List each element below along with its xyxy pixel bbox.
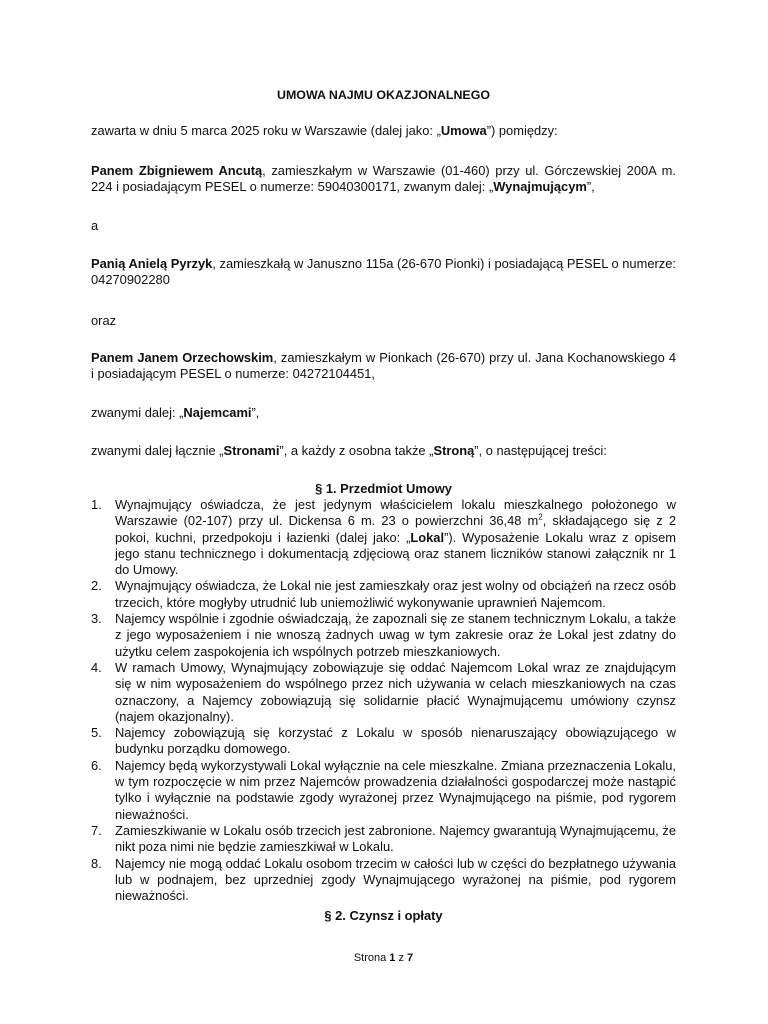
- party1-paragraph: [91, 163, 676, 196]
- parties-definition: [91, 443, 676, 459]
- page-footer: [91, 950, 676, 966]
- footer-label: Strona: [353, 952, 387, 964]
- conjunction-oraz: oraz: [91, 313, 117, 328]
- list-item-text: Wynajmujący oświadcza, że Lokal nie jest zamieszkały oraz jest wolny od obciążeń na rzecz osób trzecich, które mogłyby utrudnić lub uniemożliwić wykonywanie uprawnień Najemcom.: [115, 578, 676, 610]
- parties-def-term2: Stroną: [433, 443, 475, 458]
- section1-heading: § 1. Przedmiot Umowy: [315, 481, 452, 496]
- list-item-text: Najemcy będą wykorzystywali Lokal wyłącznie na cele mieszkalne. Zmiana przeznaczenia Lokalu, w tym rozpoczęcie w nim przez Najemców prowadzenia działalności gospodarczej może nastąpić tylko i wyłącznie na podstawie zgody wyrażonej przez Wynajmującego na piśmie, pod rygorem nieważności.: [115, 757, 676, 822]
- item1-text-before: Wynajmujący oświadcza, że jest jedynym właścicielem lokalu mieszkalnego położonego w Warszawie (02-107) przy ul. Dickensa 6 m. 23 o powierzchni 36,48 m: [115, 497, 676, 529]
- list-item: [91, 660, 676, 725]
- parties-def-before: zwanymi dalej łącznie „: [91, 443, 224, 458]
- list-item: [91, 758, 676, 823]
- party3-paragraph: [91, 350, 676, 383]
- list-item-text: W ramach Umowy, Wynajmujący zobowiązuje się oddać Najemcom Lokal wraz ze znajdującym się w nim wyposażeniem do wspólnego przez nich używania w celach mieszkaniowych na czas oznaczony, a Najemcy zobowiązują się solidarnie płacić Wynajmującemu umówiony czynsz (najem okazjonalny).: [115, 659, 676, 724]
- list-item-number: 7.: [91, 822, 102, 838]
- tenants-definition: [91, 405, 676, 421]
- intro-paragraph: [91, 123, 676, 139]
- list-item-number: 2.: [91, 578, 102, 594]
- parties-def-middle: ”, a każdy z osobna także „: [279, 443, 434, 458]
- intro-defined-term: Umowa: [440, 123, 487, 138]
- tenants-def-term: Najemcami: [183, 405, 252, 420]
- list-item: [91, 823, 676, 856]
- party2-paragraph: [91, 256, 676, 289]
- list-item: [91, 856, 676, 905]
- party3-name: Panem Janem Orzechowskim: [91, 350, 274, 365]
- section2-heading: § 2. Czynsz i opłaty: [324, 908, 443, 923]
- intro-text-before: zawarta w dniu 5 marca 2025 roku w Warszawie (dalej jako: „: [91, 123, 441, 138]
- section1-list: [91, 497, 676, 904]
- list-item-text: Najemcy wspólnie i zgodnie oświadczają, że zapoznali się ze stanem technicznym Lokalu, a także z jego wyposażeniem i nie wnoszą żadnych uwag w tym zakresie oraz że Lokal jest zdatny do użytku celem zaspokojenia ich wspólnych potrzeb mieszkaniowych.: [115, 611, 676, 659]
- party2-details: , zamieszkałą w Januszno 115a (26-670 Pionki) i posiadającą PESEL o numerze: 04270902280: [91, 256, 676, 288]
- tenants-def-after: ”,: [251, 405, 260, 420]
- document-title: UMOWA NAJMU OKAZJONALNEGO: [277, 88, 490, 102]
- list-item-number: 8.: [91, 855, 102, 871]
- conjunction-a: a: [91, 218, 99, 233]
- list-item-number: 1.: [91, 497, 102, 512]
- item1-superscript: 2: [538, 513, 543, 522]
- list-item-text: Najemcy zobowiązują się korzystać z Lokalu w sposób nienaruszający obowiązującego w budynku porządku domowego.: [115, 725, 676, 757]
- list-item-number: 6.: [91, 757, 102, 773]
- document-page: [91, 0, 676, 1024]
- list-item: [91, 611, 676, 660]
- list-item-text: Najemcy nie mogą oddać Lokalu osobom trzecim w całości lub w części do bezpłatnego używania lub w podnajem, bez uprzedniej zgody Wynajmującego wyrażonej na piśmie, pod rygorem nieważności.: [115, 855, 676, 904]
- list-item-number: 3.: [91, 611, 102, 627]
- list-item-number: 5.: [91, 725, 102, 741]
- party3-details: , zamieszkałym w Pionkach (26-670) przy ul. Jana Kochanowskiego 4 i posiadającym PESEL o numerze: 04272104451,: [91, 350, 676, 382]
- list-item-text: Zamieszkiwanie w Lokalu osób trzecich jest zabronione. Najemcy gwarantują Wynajmującemu, że nikt poza nimi nie będzie zamieszkiwał w Lokalu.: [115, 822, 676, 855]
- tenants-def-before: zwanymi dalej: „: [91, 405, 184, 420]
- item1-defined-term: Lokal: [410, 529, 445, 545]
- footer-page-number: 1: [389, 952, 396, 964]
- list-item: [91, 725, 676, 758]
- party1-name: Panem Zbigniewem Ancutą: [91, 163, 263, 178]
- list-item-number: 4.: [91, 659, 102, 675]
- parties-def-after: ”, o następującej treści:: [474, 443, 607, 458]
- item1-text-after: ”). Wyposażenie Lokalu wraz z opisem jego stanu technicznego i dokumentacją zdjęciową oraz stanem liczników stanowi załącznik nr 1 do Umowy.: [115, 529, 676, 578]
- item1-text-middle: , składającego się z 2 pokoi, kuchni, przedpokoju i łazienki (dalej jako: „: [115, 513, 677, 545]
- parties-def-term1: Stronami: [223, 443, 280, 458]
- party1-details: , zamieszkałym w Warszawie (01-460) przy ul. Górczewskiej 200A m. 224 i posiadającym PESEL o numerze: 59040300171, zwanym dalej: „: [91, 163, 676, 195]
- party2-name: Panią Anielą Pyrzyk: [91, 256, 213, 271]
- footer-of: z: [398, 952, 404, 964]
- list-item: [91, 578, 676, 611]
- footer-total-pages: 7: [407, 952, 414, 964]
- party1-role: Wynajmującym: [493, 179, 587, 195]
- party1-end: ”,: [586, 179, 595, 195]
- intro-text-after: ”) pomiędzy:: [486, 123, 558, 138]
- list-item: [91, 497, 676, 578]
